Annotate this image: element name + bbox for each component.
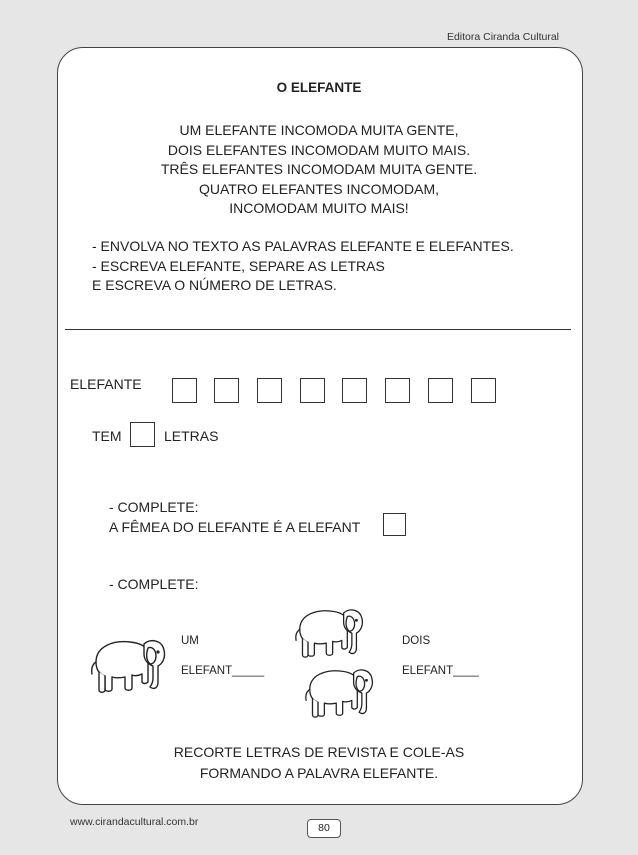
letter-box[interactable] — [172, 378, 197, 403]
instruction-line: - ENVOLVA NO TEXTO AS PALAVRAS ELEFANTE E ELEFANTES. — [92, 238, 514, 254]
page-title: O ELEFANTE — [276, 80, 362, 95]
instruction-line: - ESCREVA ELEFANTE, SEPARE AS LETRAS — [92, 257, 385, 274]
closing-line: RECORTE LETRAS DE REVISTA E COLE-AS — [173, 744, 465, 760]
poem-line: UM ELEFANTE INCOMODA MUITA GENTE, — [179, 122, 459, 138]
closing-line: FORMANDO A PALAVRA ELEFANTE. — [199, 765, 439, 781]
elephant-icon — [88, 632, 168, 702]
letter-count-box[interactable] — [130, 422, 155, 447]
count-word-um: UM — [181, 635, 199, 647]
instructions — [92, 237, 514, 296]
letter-box[interactable] — [300, 378, 325, 403]
poem-line: DOIS ELEFANTES INCOMODAM MUITO MAIS. — [167, 141, 471, 158]
closing-instruction — [0, 742, 638, 784]
letter-box[interactable] — [471, 378, 496, 403]
divider-line — [65, 329, 571, 330]
missing-letter-box[interactable] — [383, 513, 406, 536]
poem — [0, 121, 638, 219]
letter-box[interactable] — [385, 378, 410, 403]
word-label: ELEFANTE — [70, 376, 142, 392]
elephant-icon — [296, 662, 382, 726]
elephant-icon — [286, 602, 372, 666]
footer-url: www.cirandacultural.com.br — [70, 816, 199, 828]
complete-sentence: A FÊMEA DO ELEFANTE É A ELEFANT — [109, 519, 361, 535]
fill-blank-plural[interactable]: ELEFANT____ — [402, 665, 479, 677]
poem-line: TRÊS ELEFANTES INCOMODAM MUITA GENTE. — [160, 161, 478, 177]
letter-box[interactable] — [342, 378, 367, 403]
fill-blank-singular[interactable]: ELEFANT_____ — [181, 665, 265, 677]
page-number: 80 — [307, 819, 341, 838]
complete-heading: - COMPLETE: — [109, 499, 199, 515]
poem-line: QUATRO ELEFANTES INCOMODAM, — [198, 180, 440, 197]
letter-box[interactable] — [428, 378, 453, 403]
letter-box[interactable] — [257, 378, 282, 403]
instruction-line: E ESCREVA O NÚMERO DE LETRAS. — [92, 277, 337, 293]
count-word-dois: DOIS — [402, 635, 431, 647]
letter-box[interactable] — [214, 378, 239, 403]
complete-heading: - COMPLETE: — [109, 576, 199, 592]
publisher-name: Editora Ciranda Cultural — [446, 31, 559, 43]
letras-label: LETRAS — [164, 428, 219, 444]
poem-line: INCOMODAM MUITO MAIS! — [229, 200, 409, 216]
tem-label: TEM — [92, 428, 122, 444]
